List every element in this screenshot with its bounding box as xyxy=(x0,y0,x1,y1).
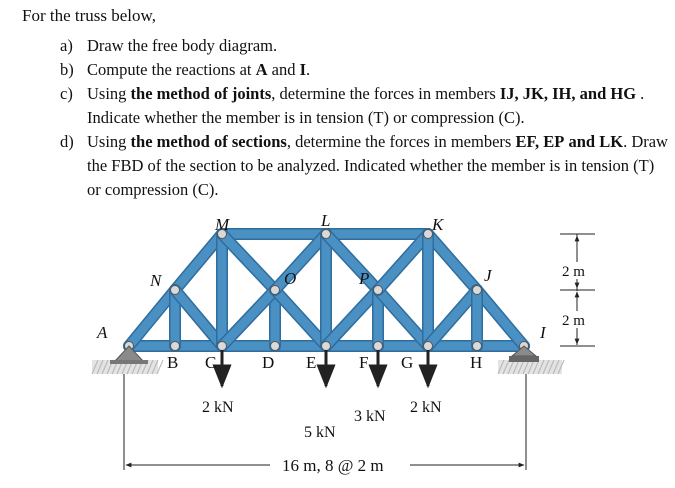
node-label-P: P xyxy=(359,269,370,288)
node-label-C: C xyxy=(205,353,217,372)
node-label-M: M xyxy=(215,215,230,234)
question-text: Using xyxy=(87,132,131,151)
node-label-K: K xyxy=(432,215,444,234)
load-label: 5 kN xyxy=(304,424,336,441)
question-text: Using xyxy=(87,84,131,103)
pin-N xyxy=(171,286,180,295)
member-AN-face xyxy=(129,290,175,346)
member-NC-face xyxy=(175,290,222,346)
node-label-E: E xyxy=(306,353,317,372)
question-text: , determine the forces in members xyxy=(271,84,500,103)
question-text: , determine the forces in members xyxy=(286,132,516,151)
intro-text: For the truss below, xyxy=(22,6,156,25)
member-KP-face xyxy=(378,234,428,290)
load-arrows xyxy=(222,350,428,386)
question-text: Compute the reactions at xyxy=(87,60,256,79)
member-PG-face xyxy=(378,290,428,346)
question-bold-text: A xyxy=(255,60,268,79)
pin-B xyxy=(171,342,180,351)
member-PE-face xyxy=(326,290,378,346)
question-bold-text: and LK xyxy=(568,132,624,151)
support-A-base xyxy=(110,360,148,364)
node-label-F: F xyxy=(359,353,369,372)
load-label: 2 kN xyxy=(410,399,442,416)
question-bold-text: and HG xyxy=(579,84,637,103)
member-LO-face xyxy=(275,234,326,290)
question-text: . Draw the FBD of the section to be analyzed. Indicated whether the member is in tension (T) or compression (C). xyxy=(87,132,668,199)
pin-C xyxy=(218,342,227,351)
question-label: a) xyxy=(60,36,73,55)
node-label-O: O xyxy=(284,269,297,288)
member-JG-face xyxy=(428,290,477,346)
member-MO-face xyxy=(222,234,275,290)
question-text: . Indicate whether the member is in tension (T) or compression (C). xyxy=(87,84,645,127)
node-label-D: D xyxy=(262,353,275,372)
dim-label: 2 m xyxy=(562,264,585,280)
question-text: . xyxy=(306,60,311,79)
node-label-A: A xyxy=(97,323,108,342)
pin-P xyxy=(374,286,383,295)
member-JI-face xyxy=(477,290,524,346)
question-bold-text: the method of sections xyxy=(130,132,287,151)
member-NM-face xyxy=(175,234,222,290)
node-label-L: L xyxy=(321,211,331,230)
pin-O xyxy=(271,286,280,295)
ground-hatch xyxy=(92,360,564,374)
support-I-base xyxy=(509,356,539,362)
node-label-J: J xyxy=(484,266,492,285)
dim-label: 2 m xyxy=(562,313,585,329)
question-bold-text: EF, EP xyxy=(515,132,565,151)
node-label-I: I xyxy=(540,323,546,342)
question-text: and xyxy=(267,60,300,79)
pin-J xyxy=(473,286,482,295)
pin-D xyxy=(271,342,280,351)
question-bold-text: I xyxy=(299,60,307,79)
node-label-G: G xyxy=(401,353,414,372)
question-label: b) xyxy=(60,60,74,79)
member-OC-face xyxy=(222,290,275,346)
question-bold-text: IJ, JK, IH, xyxy=(499,84,576,103)
member-KJ-face xyxy=(428,234,477,290)
pin-G xyxy=(424,342,433,351)
pin-H xyxy=(473,342,482,351)
member-LP-face xyxy=(326,234,378,290)
node-label-N: N xyxy=(150,271,162,290)
question-label: d) xyxy=(60,132,74,151)
load-label: 3 kN xyxy=(354,408,386,425)
truss-members xyxy=(129,234,524,346)
pin-E xyxy=(322,342,331,351)
node-label-H: H xyxy=(470,353,483,372)
question-label: c) xyxy=(60,84,73,103)
question-text: Draw the free body diagram. xyxy=(87,36,278,55)
load-label: 2 kN xyxy=(202,399,234,416)
node-label-B: B xyxy=(167,353,179,372)
question-bold-text: the method of joints xyxy=(130,84,272,103)
member-OE-face xyxy=(275,290,326,346)
span-label: 16 m, 8 @ 2 m xyxy=(282,456,384,475)
pin-F xyxy=(374,342,383,351)
pin-L xyxy=(322,230,331,239)
